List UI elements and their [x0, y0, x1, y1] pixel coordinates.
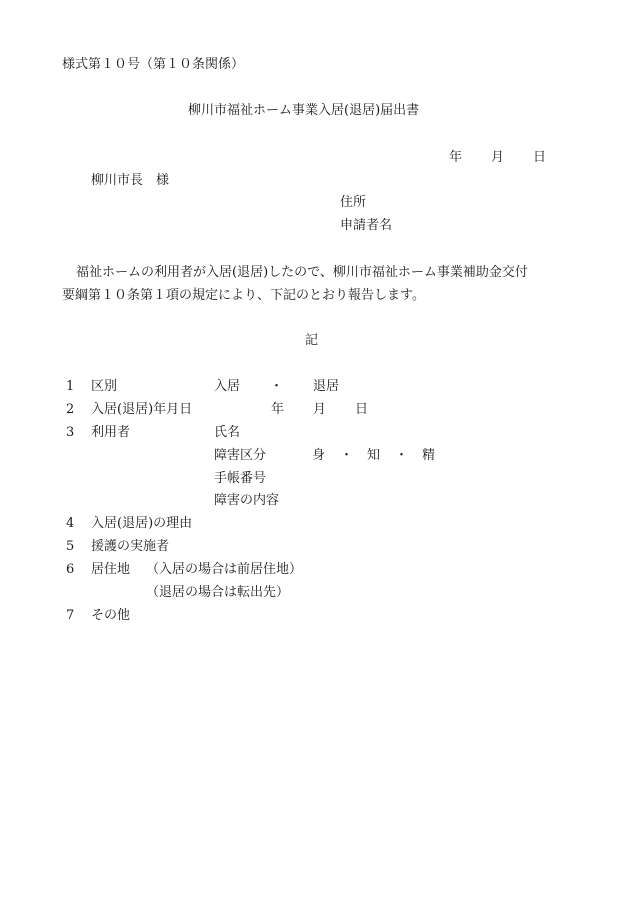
date-month-label: 月	[491, 150, 505, 165]
applicant-name-label: 申請者名	[340, 218, 393, 233]
applicant-address-label: 住所	[340, 195, 367, 210]
item-number: 4	[66, 516, 75, 531]
date-day-label: 日	[533, 150, 547, 165]
body-line-1: 福祉ホームの利用者が入居(退居)したので、柳川市福祉ホーム事業補助金交付	[76, 265, 528, 280]
item-number: 6	[66, 562, 75, 577]
class-intellect: 知	[367, 448, 381, 463]
date-year-label: 年	[449, 150, 463, 165]
item-label-user: 利用者	[91, 425, 131, 440]
item-label-other: その他	[91, 608, 131, 623]
residence-move-out-note: （退居の場合は転出先）	[146, 585, 290, 600]
user-name-label: 氏名	[214, 425, 241, 440]
separator-dot: ・	[395, 448, 409, 463]
class-body: 身	[312, 448, 326, 463]
item-number: 3	[66, 425, 75, 440]
residence-move-in-note: （入居の場合は前居住地）	[146, 562, 303, 577]
item-label-date: 入居(退居)年月日	[91, 402, 193, 417]
body-line-2: 要綱第１０条第１項の規定により、下記のとおり報告します。	[62, 288, 425, 303]
item-label-support-provider: 援護の実施者	[91, 539, 170, 554]
item-number: 1	[66, 379, 75, 394]
item-label-category: 区別	[91, 379, 118, 394]
move-in-option: 入居	[214, 379, 241, 394]
item2-day-label: 日	[355, 402, 369, 417]
addressee: 柳川市長 様	[91, 173, 170, 188]
disability-content-label: 障害の内容	[214, 493, 280, 508]
separator-dot: ・	[270, 379, 284, 394]
move-out-option: 退居	[313, 379, 340, 394]
item-number: 7	[66, 608, 75, 623]
disability-class-label: 障害区分	[214, 448, 267, 463]
document-title: 柳川市福祉ホーム事業入居(退居)届出書	[188, 103, 420, 118]
form-number: 様式第１０号（第１０条関係）	[62, 57, 245, 72]
item2-year-label: 年	[271, 402, 285, 417]
item2-month-label: 月	[313, 402, 327, 417]
item-label-reason: 入居(退居)の理由	[91, 516, 193, 531]
item-number: 5	[66, 539, 75, 554]
notebook-number-label: 手帳番号	[214, 471, 267, 486]
item-number: 2	[66, 402, 75, 417]
item-label-residence: 居住地	[91, 562, 131, 577]
ki-heading: 記	[305, 333, 319, 348]
class-mental: 精	[422, 448, 436, 463]
separator-dot: ・	[340, 448, 354, 463]
